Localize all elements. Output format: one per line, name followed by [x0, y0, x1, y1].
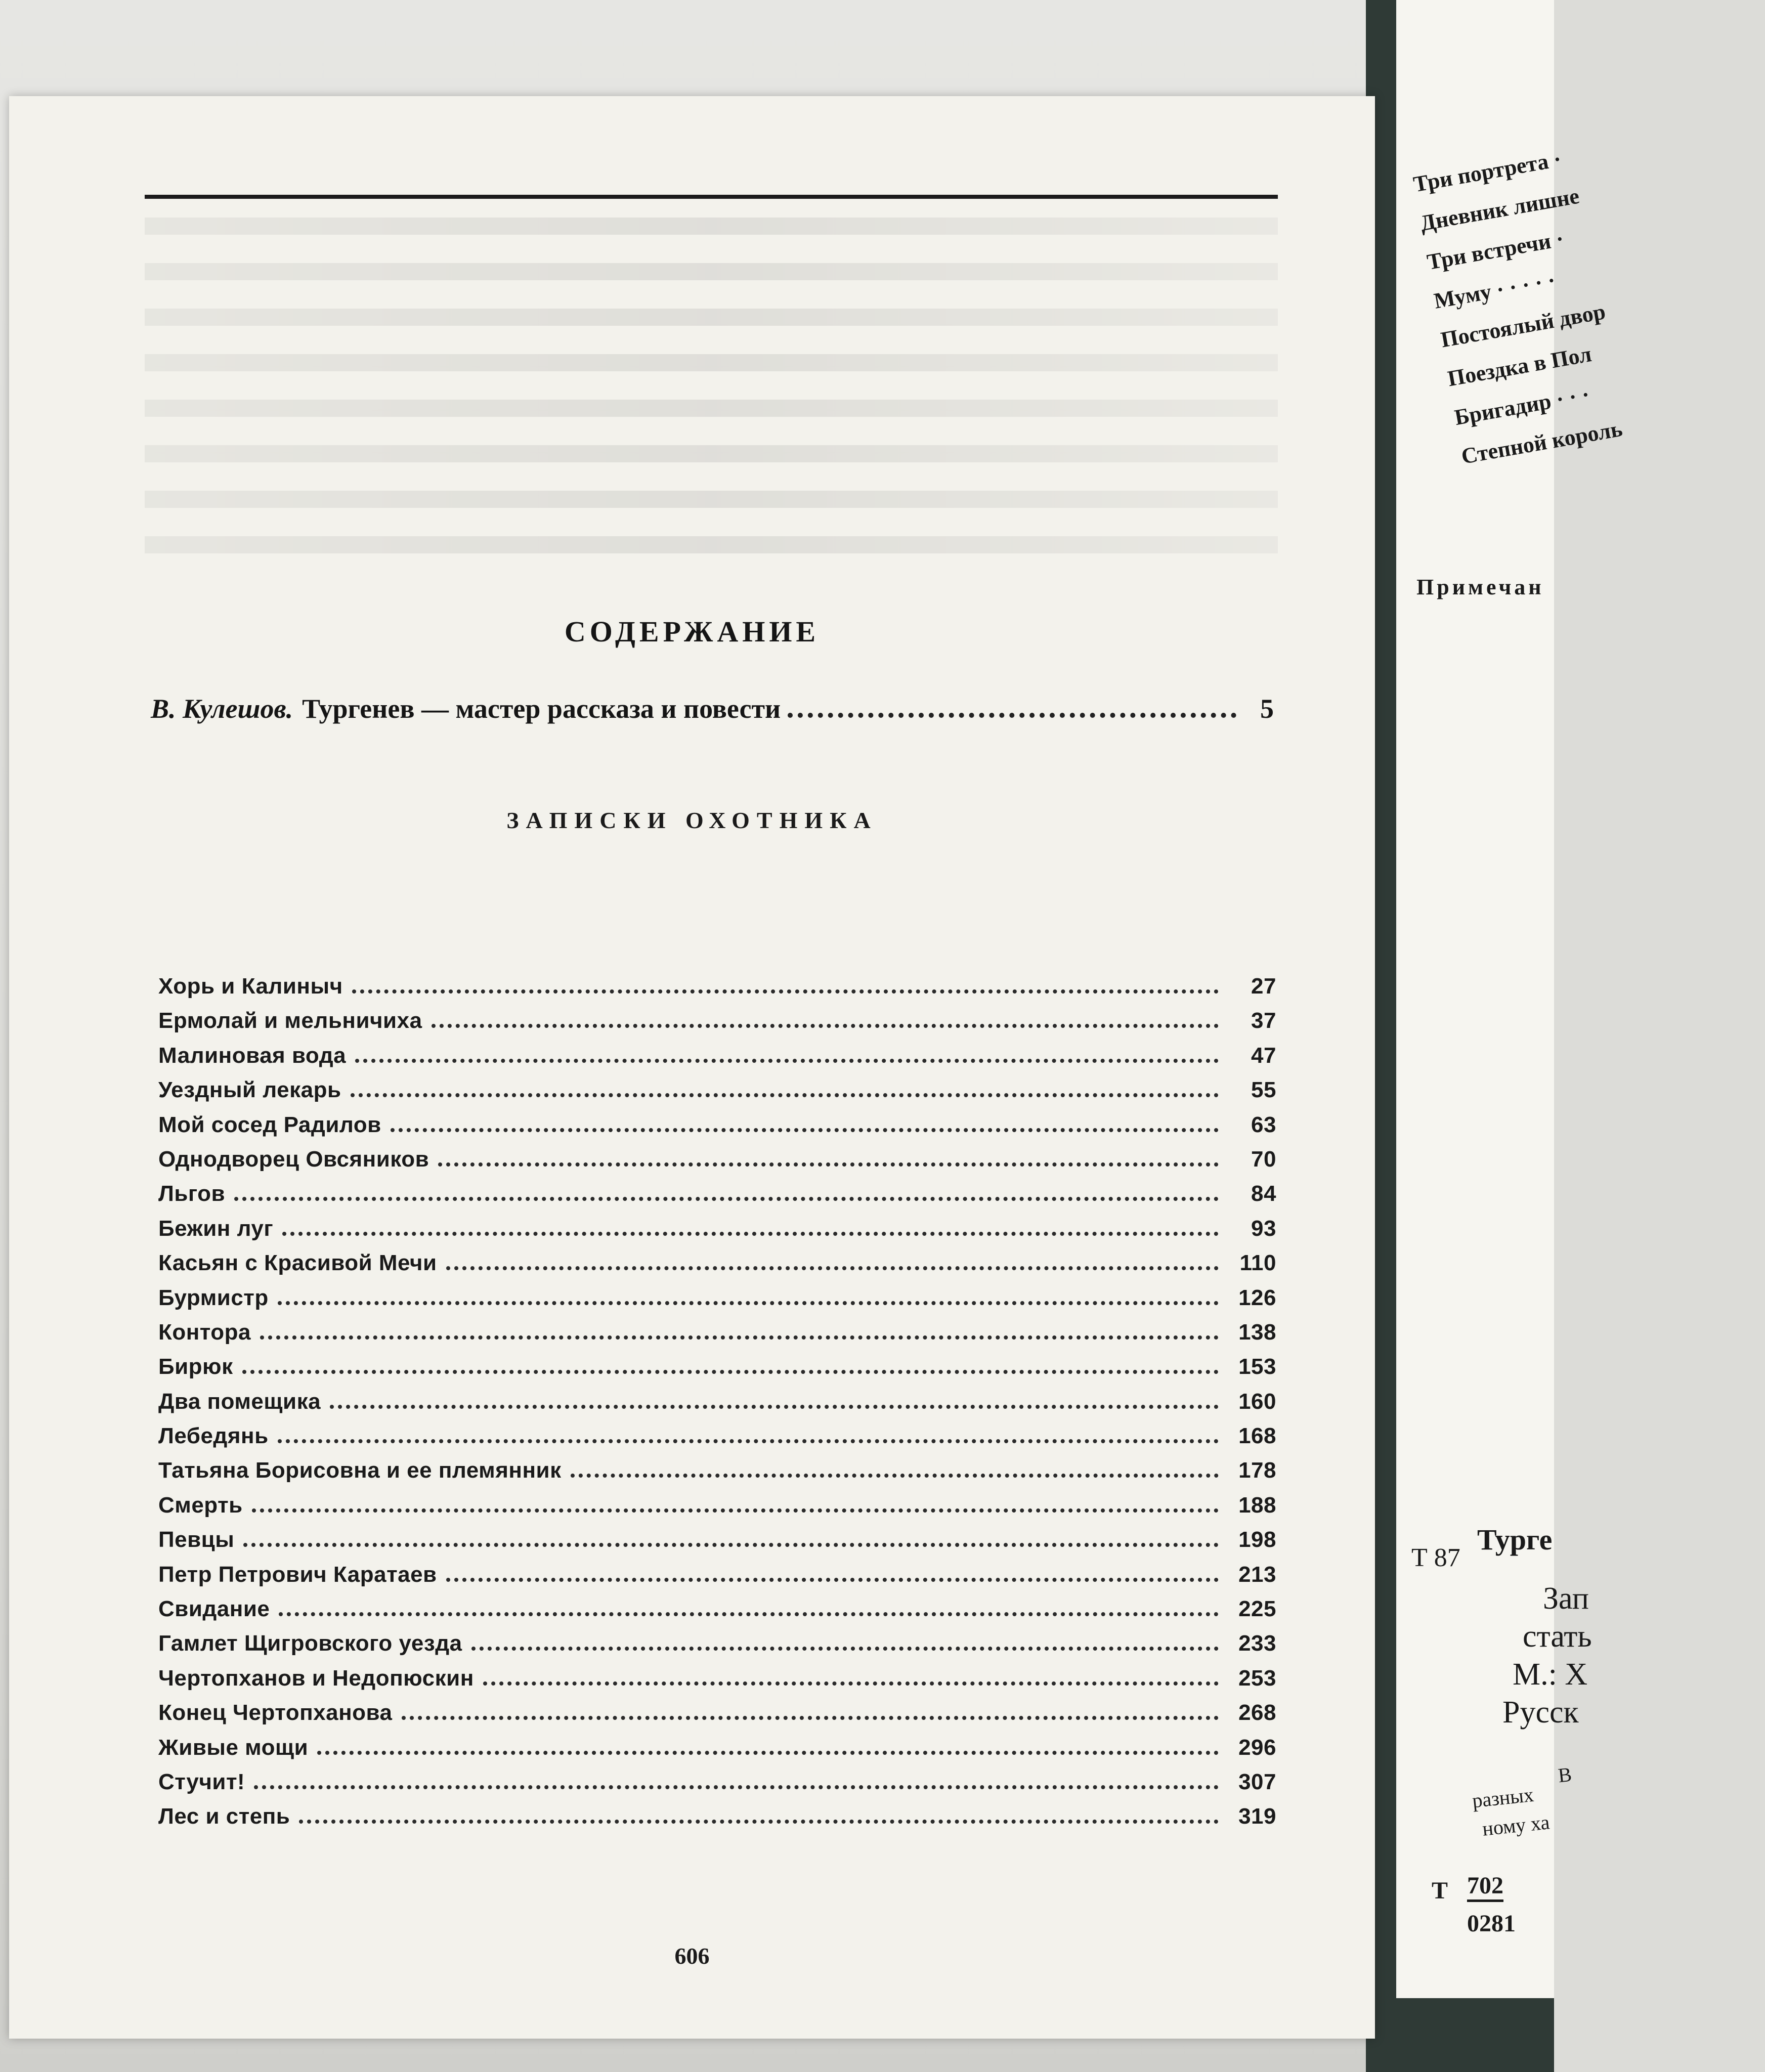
toc-item-page: 268: [1238, 1700, 1276, 1725]
toc-item: [158, 1216, 1276, 1250]
show-through-text: [145, 491, 1278, 508]
toc-item-title: Стучит!: [158, 1769, 245, 1794]
toc-item-title: Лебедянь: [158, 1423, 269, 1449]
toc-item: [158, 1181, 1276, 1216]
toc-item: [158, 1250, 1276, 1285]
toc-item: [158, 1493, 1276, 1527]
toc-item-page: 296: [1238, 1735, 1276, 1760]
toc-item-title: Малиновая вода: [158, 1043, 347, 1068]
toc-item-page: 153: [1238, 1354, 1276, 1379]
facing-toc-item: Бригадир · · ·: [1452, 381, 1591, 430]
toc-item-title: Касьян с Красивой Мечи: [158, 1250, 437, 1276]
biblio-line: М.: Х: [1513, 1657, 1588, 1692]
toc-item: [158, 1147, 1276, 1181]
facing-toc-item: Постоялый двор: [1439, 299, 1608, 353]
intro-author: В. Кулешов.: [151, 694, 293, 724]
toc-item: [158, 1423, 1276, 1458]
toc-item-title: Однодворец Овсяников: [158, 1146, 429, 1172]
show-through-text: [145, 445, 1278, 462]
facing-toc-item: Дневник лишне: [1418, 183, 1581, 236]
toc-item-page: 225: [1238, 1596, 1276, 1622]
annotation-line: ному ха: [1481, 1810, 1551, 1840]
toc-item-page: 319: [1238, 1804, 1276, 1829]
toc-item-page: 84: [1251, 1181, 1276, 1206]
toc-item-page: 307: [1238, 1769, 1276, 1794]
toc-item-page: 47: [1251, 1043, 1276, 1068]
dot-leader: [282, 1232, 1219, 1236]
toc-item-title: Певцы: [158, 1527, 235, 1552]
toc-item: [158, 1285, 1276, 1320]
dot-leader: [483, 1681, 1219, 1686]
facing-toc-item: Три портрета ·: [1411, 146, 1563, 197]
toc-item-page: 253: [1238, 1665, 1276, 1691]
toc-item-title: Конец Чертопханова: [158, 1700, 393, 1725]
toc-item-page: 178: [1238, 1458, 1276, 1483]
toc-item: [158, 1666, 1276, 1700]
toc-item-title: Контора: [158, 1319, 251, 1345]
facing-toc-list: [1411, 119, 1765, 483]
dot-leader: [330, 1405, 1219, 1409]
toc-item-page: 93: [1251, 1216, 1276, 1241]
dot-leader: [432, 1024, 1219, 1028]
dot-leader: [299, 1820, 1219, 1824]
show-through-text: [145, 309, 1278, 326]
annotation-line: В: [1557, 1762, 1573, 1787]
toc-item-page: 70: [1251, 1146, 1276, 1172]
toc-item-page: 138: [1238, 1319, 1276, 1345]
toc-item-title: Уездный лекарь: [158, 1077, 341, 1103]
dot-leader: [243, 1543, 1219, 1547]
toc-item: [158, 1735, 1276, 1769]
toc-item-title: Чертопханов и Недопюскин: [158, 1665, 474, 1691]
toc-item-title: Хорь и Калиныч: [158, 974, 343, 999]
toc-item: [158, 1458, 1276, 1492]
toc-item-title: Ермолай и мельничиха: [158, 1008, 422, 1033]
dot-leader: [252, 1508, 1219, 1513]
toc-item-title: Свидание: [158, 1596, 270, 1622]
intro-title: Тургенев — мастер рассказа и повести: [302, 694, 781, 724]
show-through-text: [145, 536, 1278, 553]
toc-item-page: 188: [1238, 1492, 1276, 1518]
dot-leader: [788, 713, 1236, 718]
toc-item: [158, 1077, 1276, 1112]
biblio-line: Русск: [1502, 1695, 1579, 1730]
dot-leader: [446, 1266, 1219, 1270]
toc-item-page: 110: [1239, 1250, 1276, 1276]
intro-page-number: 5: [1260, 694, 1274, 724]
biblio-line: Зап: [1543, 1581, 1589, 1616]
toc-item-title: Мой сосед Радилов: [158, 1112, 381, 1137]
toc-item: [158, 1596, 1276, 1631]
dot-leader: [278, 1301, 1219, 1305]
dot-leader: [254, 1785, 1219, 1789]
toc-item: [158, 1354, 1276, 1389]
dot-leader: [438, 1162, 1219, 1167]
header-rule: [145, 195, 1278, 199]
annotation-line: разных: [1471, 1783, 1535, 1812]
intro-entry: [151, 693, 1274, 728]
biblio-line: стать: [1523, 1619, 1592, 1654]
show-through-text: [145, 354, 1278, 371]
dot-leader: [242, 1370, 1219, 1374]
toc-item: [158, 1769, 1276, 1804]
toc-item-title: Бирюк: [158, 1354, 233, 1379]
dot-leader: [446, 1578, 1219, 1582]
show-through-text: [145, 263, 1278, 280]
toc-item-page: 126: [1238, 1285, 1276, 1310]
dot-leader: [471, 1647, 1219, 1651]
show-through-text: [145, 400, 1278, 417]
toc-item-page: 55: [1251, 1077, 1276, 1103]
toc-item-page: 213: [1238, 1562, 1276, 1587]
toc-item: [158, 1112, 1276, 1147]
toc-item: [158, 1804, 1276, 1838]
toc-item-title: Лес и степь: [158, 1804, 290, 1829]
toc-item-page: 198: [1238, 1527, 1276, 1552]
contents-title: СОДЕРЖАНИЕ: [564, 615, 820, 648]
toc-item: [158, 1043, 1276, 1077]
toc-item-title: Бурмистр: [158, 1285, 269, 1310]
toc-item-title: Гамлет Щигровского уезда: [158, 1631, 462, 1656]
toc-item-page: 168: [1238, 1423, 1276, 1449]
toc-item-page: 37: [1251, 1008, 1276, 1033]
toc-item-title: Бежин луг: [158, 1216, 274, 1241]
show-through-text: [145, 218, 1278, 235]
toc-item-title: Два помещика: [158, 1389, 321, 1414]
toc-item-title: Татьяна Борисовна и ее племянник: [158, 1458, 562, 1483]
section-title: ЗАПИСКИ ОХОТНИКА: [506, 807, 878, 833]
dot-leader: [260, 1335, 1219, 1340]
toc-item-page: 27: [1251, 974, 1276, 999]
toc-item-title: Живые мощи: [158, 1735, 309, 1760]
toc-item: [158, 1562, 1276, 1596]
toc-item: [158, 1631, 1276, 1665]
formula-denominator: 0281: [1467, 1910, 1516, 1937]
formula-numerator: 702: [1467, 1872, 1503, 1902]
toc-item-title: Петр Петрович Каратаев: [158, 1562, 437, 1587]
toc-item: [158, 1008, 1276, 1043]
toc-item-title: Льгов: [158, 1181, 226, 1206]
library-code: Т 87: [1411, 1543, 1460, 1572]
facing-toc-item: Поездка в Пол: [1445, 341, 1594, 392]
dot-leader: [279, 1612, 1219, 1616]
dot-leader: [278, 1439, 1219, 1443]
dot-leader: [402, 1716, 1219, 1720]
page-number: 606: [674, 1943, 710, 1969]
facing-toc-item: Муму · · · · ·: [1432, 268, 1558, 314]
facing-toc-item: Три встречи ·: [1425, 226, 1566, 275]
dot-leader: [391, 1128, 1219, 1132]
dot-leader: [351, 1093, 1219, 1097]
formula-letter: Т: [1432, 1877, 1448, 1904]
toc-item-page: 160: [1238, 1389, 1276, 1414]
dot-leader: [234, 1197, 1219, 1201]
toc-item: [158, 1320, 1276, 1354]
dot-leader: [352, 989, 1219, 994]
biblio-author: Турге: [1477, 1523, 1553, 1556]
contents-page: [9, 96, 1375, 2039]
toc-list: [158, 974, 1276, 1839]
dot-leader: [317, 1751, 1219, 1755]
dot-leader: [355, 1059, 1219, 1063]
facing-notes-label: Примечан: [1416, 575, 1544, 599]
facing-toc-item: Степной король: [1459, 416, 1624, 469]
toc-item-page: 63: [1251, 1112, 1276, 1137]
toc-item: [158, 1700, 1276, 1735]
toc-item: [158, 1389, 1276, 1423]
toc-item-title: Смерть: [158, 1492, 243, 1518]
dot-leader: [571, 1474, 1219, 1478]
toc-item-page: 233: [1238, 1631, 1276, 1656]
toc-item: [158, 974, 1276, 1008]
toc-item: [158, 1527, 1276, 1562]
